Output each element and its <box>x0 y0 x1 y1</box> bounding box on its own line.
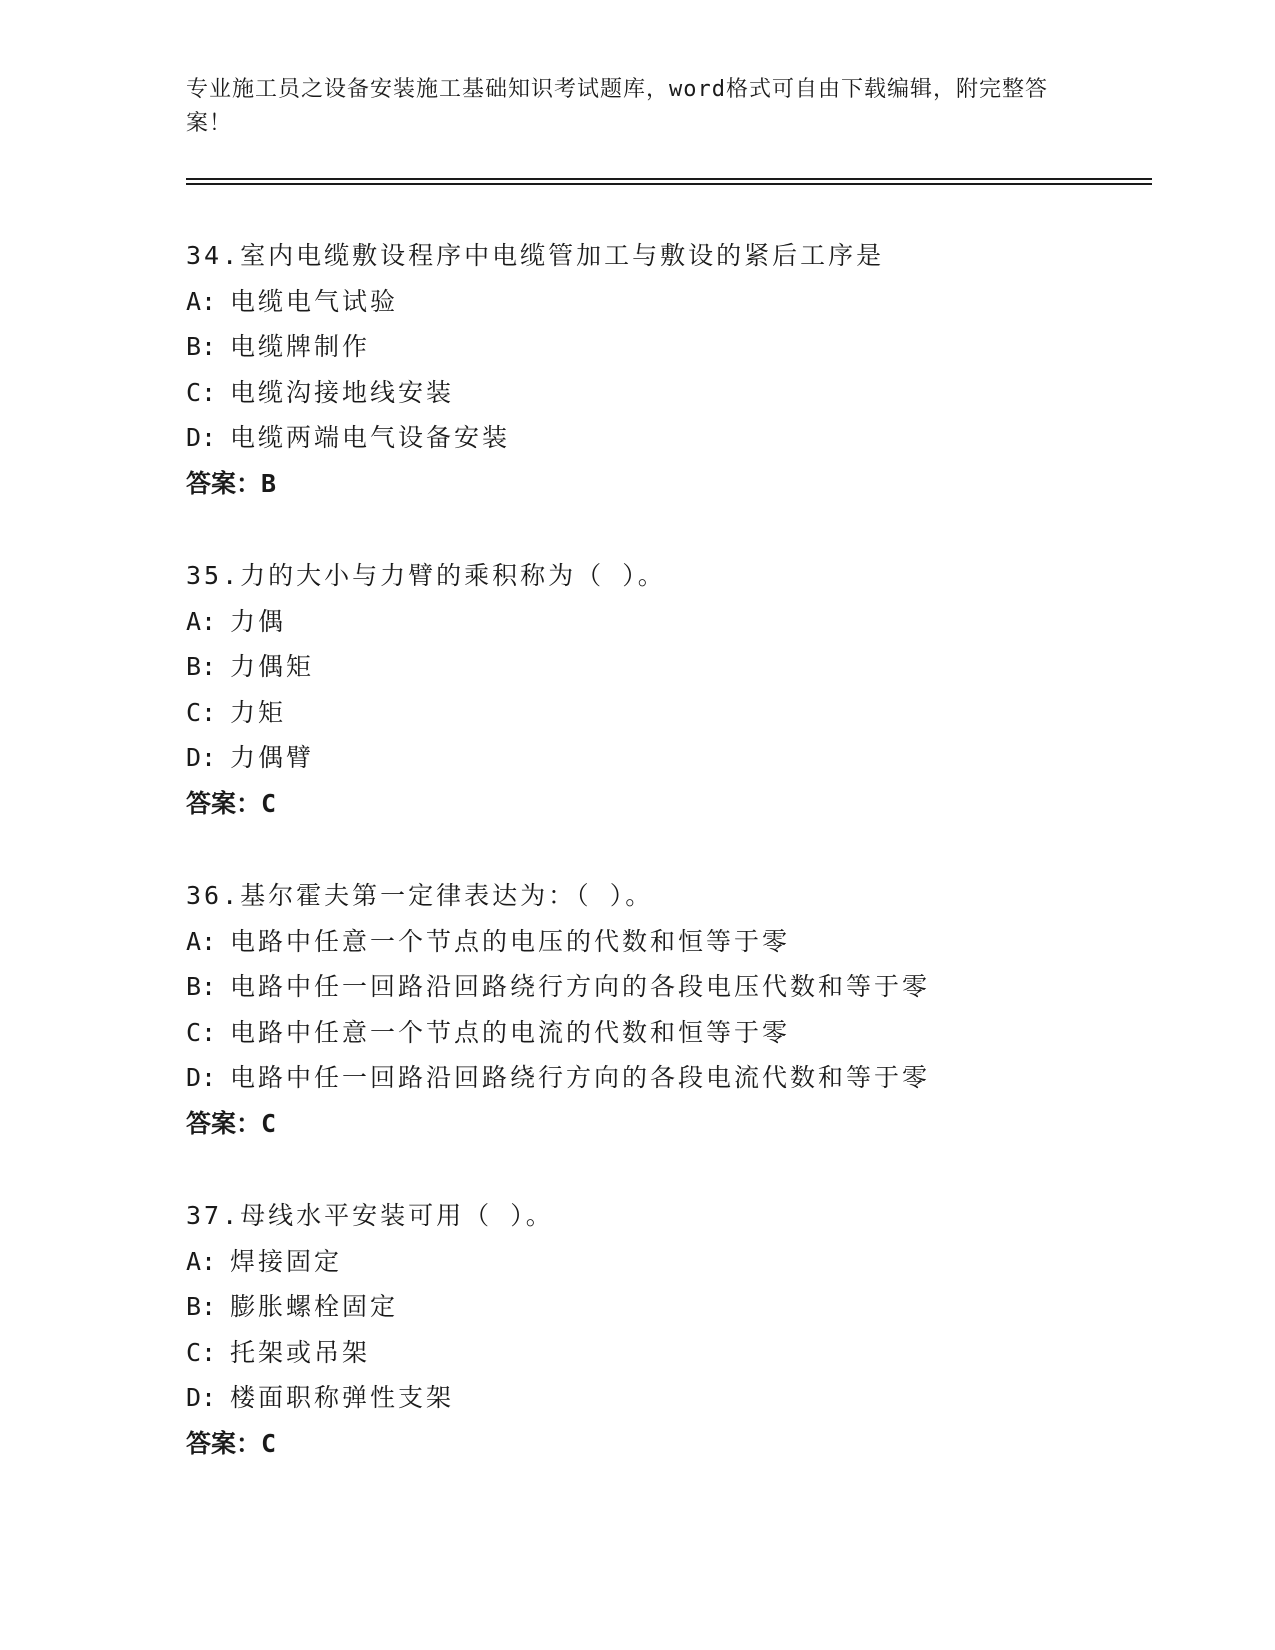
option-letter: A: <box>186 286 217 316</box>
option-text: 力矩 <box>230 697 287 727</box>
option-a <box>186 1239 1146 1285</box>
option-d <box>186 1055 1146 1101</box>
option-letter: C: <box>186 1017 217 1047</box>
option-b <box>186 964 1146 1010</box>
header-divider-top <box>186 178 1152 180</box>
answer-line: 答案：C <box>186 1428 277 1458</box>
option-letter: A: <box>186 926 217 956</box>
option-letter: C: <box>186 377 217 407</box>
option-text: 膨胀螺栓固定 <box>230 1292 399 1321</box>
option-letter: A: <box>186 606 217 636</box>
option-a <box>186 599 1146 645</box>
option-a <box>186 919 1146 965</box>
option-text: 力偶臂 <box>230 743 315 772</box>
option-text: 电缆两端电气设备安装 <box>230 423 511 452</box>
option-text: 托架或吊架 <box>230 1337 371 1367</box>
option-text: 电缆电气试验 <box>230 286 399 316</box>
option-d <box>186 415 1146 461</box>
document-header: 专业施工员之设备安装施工基础知识考试题库，word格式可自由下载编辑，附完整答案！ <box>186 77 1048 136</box>
option-c <box>186 690 1146 736</box>
option-c <box>186 1010 1146 1056</box>
option-letter: A: <box>186 1246 217 1276</box>
option-letter: C: <box>186 697 217 727</box>
option-d <box>186 735 1146 781</box>
option-b <box>186 324 1146 370</box>
option-text: 力偶 <box>230 606 287 636</box>
question-title: 34.室内电缆敷设程序中电缆管加工与敷设的紧后工序是 <box>186 241 885 270</box>
option-b <box>186 644 1146 690</box>
option-letter: B: <box>186 652 217 681</box>
option-c <box>186 370 1146 416</box>
option-letter: B: <box>186 1292 217 1321</box>
option-text: 电路中任意一个节点的电压的代数和恒等于零 <box>230 926 791 956</box>
option-text: 楼面职称弹性支架 <box>230 1383 455 1412</box>
option-text: 力偶矩 <box>230 652 315 681</box>
question-title: 36.基尔霍夫第一定律表达为：（ ）。 <box>186 881 654 910</box>
answer-line: 答案：C <box>186 788 277 818</box>
option-text: 电路中任一回路沿回路绕行方向的各段电流代数和等于零 <box>230 1063 931 1092</box>
option-letter: B: <box>186 332 217 361</box>
option-letter: D: <box>186 1383 217 1412</box>
answer-line: 答案：B <box>186 468 277 498</box>
option-c <box>186 1330 1146 1376</box>
header-divider-bottom <box>186 183 1152 185</box>
question-title: 37.母线水平安装可用（ ）。 <box>186 1201 554 1230</box>
option-text: 电路中任一回路沿回路绕行方向的各段电压代数和等于零 <box>230 972 931 1001</box>
option-text: 焊接固定 <box>230 1246 343 1276</box>
answer-line: 答案：C <box>186 1108 277 1138</box>
option-a <box>186 279 1146 325</box>
option-letter: D: <box>186 743 217 772</box>
option-d <box>186 1375 1146 1421</box>
option-text: 电路中任意一个节点的电流的代数和恒等于零 <box>230 1017 791 1047</box>
option-letter: D: <box>186 423 217 452</box>
option-text: 电缆沟接地线安装 <box>230 377 455 407</box>
option-text: 电缆牌制作 <box>230 332 371 361</box>
option-letter: D: <box>186 1063 217 1092</box>
option-letter: C: <box>186 1337 217 1367</box>
question-title: 35.力的大小与力臂的乘积称为（ ）。 <box>186 561 666 590</box>
option-b <box>186 1284 1146 1330</box>
question-37 <box>186 1193 1146 1466</box>
question-36 <box>186 873 1146 1146</box>
question-35 <box>186 553 1146 826</box>
question-34 <box>186 233 1146 506</box>
option-letter: B: <box>186 972 217 1001</box>
